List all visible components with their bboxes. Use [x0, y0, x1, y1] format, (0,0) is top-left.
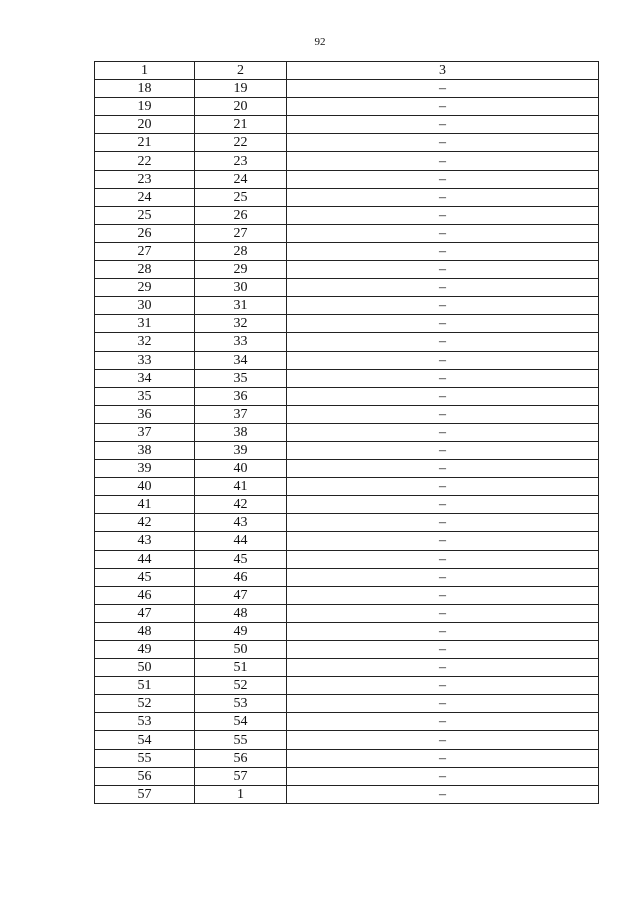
table-cell: 41 — [195, 478, 287, 496]
table-row — [95, 315, 599, 333]
table-cell: 38 — [195, 423, 287, 441]
table-cell: 28 — [195, 242, 287, 260]
table-row — [95, 224, 599, 242]
table-row — [95, 785, 599, 803]
table-row — [95, 695, 599, 713]
table-cell: 21 — [95, 134, 195, 152]
table-row — [95, 496, 599, 514]
table-cell: – — [287, 659, 599, 677]
table-cell: 51 — [195, 659, 287, 677]
table-cell: 41 — [95, 496, 195, 514]
table-cell: – — [287, 514, 599, 532]
table-cell: 49 — [195, 622, 287, 640]
data-table — [94, 61, 599, 804]
table-cell: – — [287, 333, 599, 351]
page-number: 92 — [314, 36, 326, 48]
table-cell: 21 — [195, 116, 287, 134]
table-cell: – — [287, 242, 599, 260]
table-cell: – — [287, 405, 599, 423]
table-cell: 39 — [195, 441, 287, 459]
table-row — [95, 731, 599, 749]
table-cell: 40 — [195, 460, 287, 478]
table-row — [95, 170, 599, 188]
table-cell: 31 — [195, 297, 287, 315]
table-cell: 42 — [95, 514, 195, 532]
table-cell: 50 — [95, 659, 195, 677]
table-cell: – — [287, 279, 599, 297]
table-cell: – — [287, 98, 599, 116]
table-row — [95, 460, 599, 478]
table-cell: 37 — [195, 405, 287, 423]
table-cell: 44 — [95, 550, 195, 568]
table-row — [95, 152, 599, 170]
table-cell: 32 — [95, 333, 195, 351]
table-cell: – — [287, 677, 599, 695]
table-cell: 44 — [195, 532, 287, 550]
table-row — [95, 351, 599, 369]
column-header: 2 — [195, 62, 287, 80]
table-cell: 53 — [95, 713, 195, 731]
table-row — [95, 622, 599, 640]
table-cell: 36 — [195, 387, 287, 405]
table-cell: – — [287, 315, 599, 333]
table-cell: 18 — [95, 80, 195, 98]
table-cell: 28 — [95, 261, 195, 279]
table-cell: 47 — [95, 604, 195, 622]
table-header-row — [95, 62, 599, 80]
table-cell: 29 — [195, 261, 287, 279]
table-cell: – — [287, 532, 599, 550]
table-cell: – — [287, 641, 599, 659]
table-cell: – — [287, 604, 599, 622]
table-cell: – — [287, 152, 599, 170]
table-cell: 39 — [95, 460, 195, 478]
table-row — [95, 532, 599, 550]
table-cell: 1 — [195, 785, 287, 803]
table-cell: – — [287, 80, 599, 98]
table-cell: – — [287, 387, 599, 405]
table-cell: 52 — [195, 677, 287, 695]
table-cell: 23 — [195, 152, 287, 170]
table-cell: – — [287, 695, 599, 713]
column-header: 3 — [287, 62, 599, 80]
table-row — [95, 188, 599, 206]
table-cell: 53 — [195, 695, 287, 713]
table-cell: 22 — [195, 134, 287, 152]
table-row — [95, 423, 599, 441]
table-cell: 54 — [95, 731, 195, 749]
table-cell: 56 — [195, 749, 287, 767]
table-cell: 52 — [95, 695, 195, 713]
table-body — [95, 62, 599, 804]
table-cell: – — [287, 749, 599, 767]
table-cell: – — [287, 188, 599, 206]
table-row — [95, 586, 599, 604]
table-cell: 34 — [195, 351, 287, 369]
table-cell: 34 — [95, 369, 195, 387]
table-cell: – — [287, 568, 599, 586]
table-cell: 48 — [95, 622, 195, 640]
table-cell: 19 — [195, 80, 287, 98]
table-cell: 24 — [195, 170, 287, 188]
column-header: 1 — [95, 62, 195, 80]
table-row — [95, 405, 599, 423]
table-cell: – — [287, 297, 599, 315]
table-cell: 25 — [95, 206, 195, 224]
table-row — [95, 677, 599, 695]
table-cell: – — [287, 785, 599, 803]
table-cell: – — [287, 767, 599, 785]
table-cell: 19 — [95, 98, 195, 116]
table-cell: 26 — [95, 224, 195, 242]
table-row — [95, 550, 599, 568]
table-cell: 20 — [95, 116, 195, 134]
table-cell: – — [287, 134, 599, 152]
table-row — [95, 279, 599, 297]
table-cell: 49 — [95, 641, 195, 659]
table-cell: 33 — [195, 333, 287, 351]
table-row — [95, 261, 599, 279]
table-cell: 27 — [95, 242, 195, 260]
table-row — [95, 242, 599, 260]
table-cell: 26 — [195, 206, 287, 224]
table-cell: 45 — [195, 550, 287, 568]
table-cell: 30 — [95, 297, 195, 315]
table-row — [95, 134, 599, 152]
table-row — [95, 568, 599, 586]
table-cell: 36 — [95, 405, 195, 423]
table-cell: – — [287, 423, 599, 441]
table-cell: 54 — [195, 713, 287, 731]
table-cell: – — [287, 441, 599, 459]
table-cell: 45 — [95, 568, 195, 586]
table-cell: 40 — [95, 478, 195, 496]
table-row — [95, 387, 599, 405]
table-cell: – — [287, 713, 599, 731]
table-cell: 56 — [95, 767, 195, 785]
table-cell: 30 — [195, 279, 287, 297]
table-cell: 48 — [195, 604, 287, 622]
table-cell: – — [287, 116, 599, 134]
table-row — [95, 333, 599, 351]
table-cell: 51 — [95, 677, 195, 695]
table-cell: 33 — [95, 351, 195, 369]
table-cell: – — [287, 170, 599, 188]
table-row — [95, 206, 599, 224]
table-row — [95, 749, 599, 767]
table-cell: 55 — [195, 731, 287, 749]
table-cell: 29 — [95, 279, 195, 297]
table-row — [95, 441, 599, 459]
table-cell: – — [287, 351, 599, 369]
table-cell: – — [287, 224, 599, 242]
table-row — [95, 80, 599, 98]
table-cell: 22 — [95, 152, 195, 170]
table-row — [95, 478, 599, 496]
table-cell: 20 — [195, 98, 287, 116]
table-cell: 55 — [95, 749, 195, 767]
table-cell: 43 — [195, 514, 287, 532]
table-row — [95, 116, 599, 134]
table-cell: 35 — [195, 369, 287, 387]
table-cell: – — [287, 731, 599, 749]
table-cell: 37 — [95, 423, 195, 441]
table-cell: 31 — [95, 315, 195, 333]
table-cell: 32 — [195, 315, 287, 333]
table-row — [95, 713, 599, 731]
table-row — [95, 98, 599, 116]
table-row — [95, 767, 599, 785]
table-cell: – — [287, 460, 599, 478]
table-cell: 38 — [95, 441, 195, 459]
table-cell: 50 — [195, 641, 287, 659]
table-cell: – — [287, 369, 599, 387]
table-cell: – — [287, 550, 599, 568]
table-cell: 42 — [195, 496, 287, 514]
table-cell: – — [287, 586, 599, 604]
table-cell: 27 — [195, 224, 287, 242]
table-cell: 25 — [195, 188, 287, 206]
table-cell: 57 — [95, 785, 195, 803]
table-row — [95, 297, 599, 315]
table-cell: – — [287, 496, 599, 514]
table-cell: 43 — [95, 532, 195, 550]
table-row — [95, 369, 599, 387]
table-cell: – — [287, 206, 599, 224]
table-row — [95, 604, 599, 622]
table-row — [95, 641, 599, 659]
table-cell: 24 — [95, 188, 195, 206]
table-cell: 35 — [95, 387, 195, 405]
table-cell: 57 — [195, 767, 287, 785]
table-row — [95, 514, 599, 532]
table-cell: 46 — [95, 586, 195, 604]
table-cell: 47 — [195, 586, 287, 604]
table-row — [95, 659, 599, 677]
table-cell: – — [287, 261, 599, 279]
table-cell: – — [287, 622, 599, 640]
table-cell: 46 — [195, 568, 287, 586]
table-cell: – — [287, 478, 599, 496]
table-cell: 23 — [95, 170, 195, 188]
